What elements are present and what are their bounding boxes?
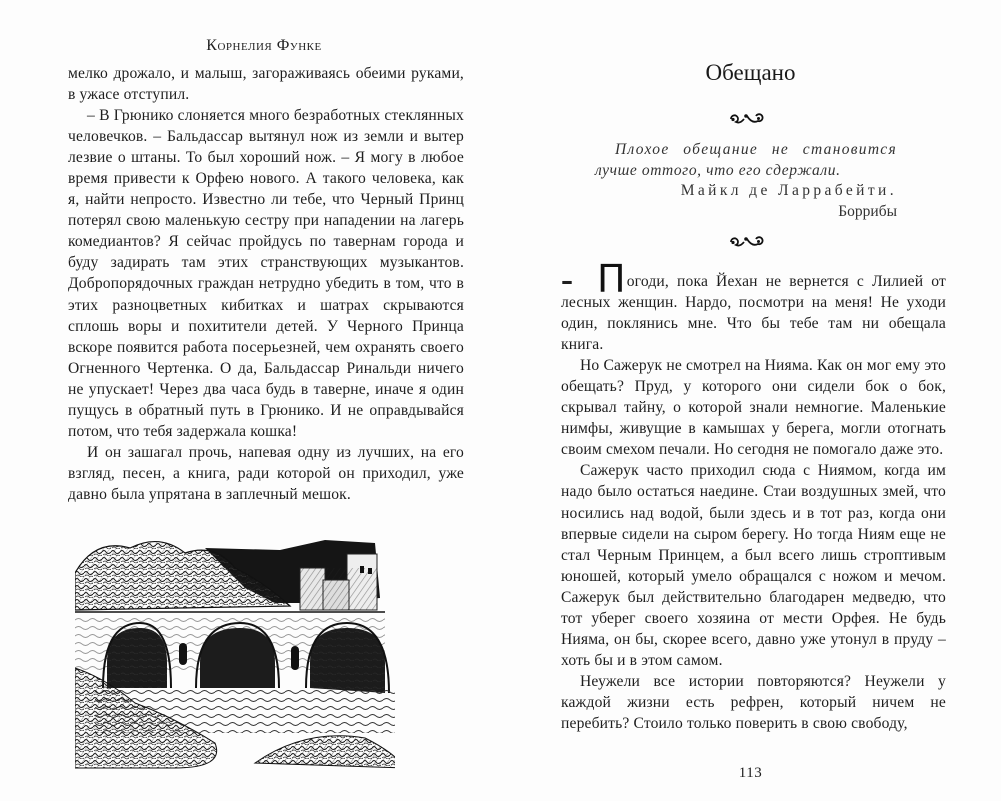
paragraph: И он зашагал прочь, напевая одну из лучших, на его взгляд, песен, а книга, ради которой он приходил, уже давно была упрятана в заплечный мешок.: [68, 443, 464, 503]
paragraph: Сажерук часто приходил сюда с Ниямом, когда им надо было остаться наедине. Стаи воздушных змей, что носились над водой, были здесь и в тот раз, когда они впервые сидели на сыром берегу. Но тогда Ниям еще не стал Черным Принцем, а был всего лишь строптивым юношей, который умело обращался с ножом и мечом. Сажерук был действительно благодарен медведю, что тот уберег своего хозяина от мести Орфея. Не будь Нияма, он бы, скорее всего, давно уже утонул в пруду – хоть бы и в этом самом.: [561, 462, 946, 669]
first-paragraph: [561, 257, 946, 355]
drop-cap: П: [597, 257, 626, 301]
epigraph-line-1: Плохое обещание не становится: [615, 141, 897, 158]
epigraph-attribution: [620, 180, 897, 222]
running-head-author: Корнелия Функе: [206, 37, 322, 54]
right-page-body: [561, 257, 946, 734]
page-number: 113: [738, 765, 763, 781]
bridge-arches: [103, 623, 389, 693]
epigraph-author: Майкл де Ларрабейти.: [680, 182, 897, 199]
left-page-body: [68, 63, 464, 505]
first-paragraph-text: огоди, пока Йехан не вернется с Лилией от лесных женщин. Нардо, посмотри на меня! Не уходи один, поклянись мне. Что бы тебе там ни обещала книга.: [561, 273, 946, 354]
bridge-illustration: [75, 528, 395, 773]
lead-dash: –: [561, 267, 574, 295]
epigraph-line-2: лучше оттого, что его сдержали.: [595, 162, 841, 179]
paragraph: Но Сажерук не смотрел на Нияма. Как он мог ему это обещать? Пруд, у которого они сидели бок о бок, скрывал тайну, о которой знали немногие. Маленькие нимфы, живущие в камышах у берега, могли отогнать своим смехом печали. Но сегодня не помогало даже это.: [561, 357, 946, 459]
paragraph: Неужели все истории повторяются? Неужели у каждой жизни есть рефрен, который ничем не перебить? Стоило только поверить в свою свободу,: [561, 672, 946, 732]
paragraph: мелко дрожало, и малыш, загораживаясь обеими руками, в ужасе отступил.: [68, 65, 464, 104]
epigraph-source: Боррибы: [838, 203, 897, 220]
scroll-ornament-icon: [725, 233, 769, 249]
left-page: [0, 0, 500, 801]
paragraph: – В Грюнико слоняется много безработных стеклянных человечков. – Бальдассар вытянул нож из земли и вытер лезвие о штаны. То был хороший нож. – Я могу в любое время привести к Орфею нового. А такого человека, как я, найти непросто. Известно ли тебе, что Черный Принц потерял свою маленькую сестру при нападении на лагерь комедиантов? Я сейчас пройдусь по тавернам города и буду задирать там этих странствующих музыкантов. Добропорядочных граждан нетрудно убедить в том, что в этих разноцветных кибитках и шатрах скрываются сплошь воры и похитители детей. У Черного Принца вскоре появится работа посерьезней, чем охранять своего Огненного Чертенка. О да, Бальдассар Ринальди ничего не упускает! Через два часа будь в таверне, иначе я один пущусь в обратный путь в Грюнико. И не оправдывайся потом, что тебя задержала кошка!: [68, 107, 464, 440]
scroll-ornament-icon: [725, 110, 769, 126]
chapter-title: Обещано: [705, 60, 796, 85]
epigraph: [595, 139, 897, 181]
